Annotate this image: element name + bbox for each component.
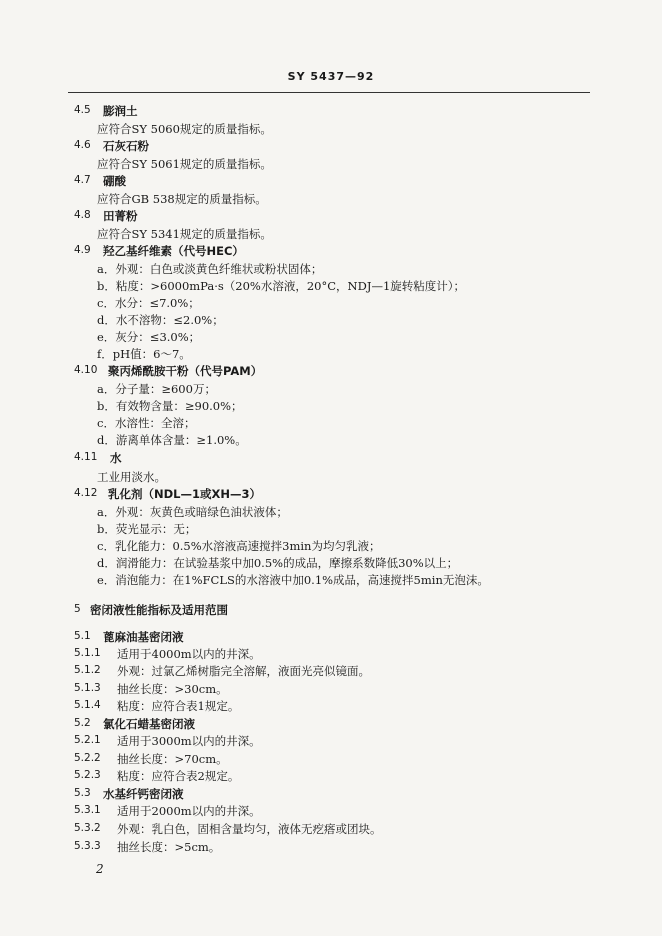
- list-item: b．荧光显示：无；: [97, 522, 197, 536]
- clause-text: 适用于3000m以内的井深。: [117, 734, 261, 748]
- clause-number: 5.2.2: [74, 752, 101, 764]
- list-item: e．灰分：≤3.0%；: [97, 330, 201, 344]
- list-item: d．水不溶物：≤2.0%；: [97, 313, 224, 327]
- clause-text: 粘度：应符合表2规定。: [117, 769, 240, 783]
- section-body: 应符合SY 5060规定的质量指标。: [97, 122, 272, 136]
- section-number: 4.6: [74, 139, 91, 151]
- list-item: d．润滑能力：在试验基浆中加0.5%的成品，摩擦系数降低30%以上；: [97, 556, 459, 570]
- section-number: 5.1: [74, 630, 91, 642]
- section-number: 5.3: [74, 787, 91, 799]
- section-title: 水基纤钙密闭液: [103, 787, 184, 801]
- section-number: 4.5: [74, 104, 91, 116]
- section-title: 密闭液性能指标及适用范围: [90, 603, 228, 617]
- section-title: 膨润土: [103, 104, 138, 118]
- section-title: 石灰石粉: [103, 139, 149, 153]
- page-number: 2: [96, 862, 104, 876]
- list-item: b．粘度：>6000mPa·s（20%水溶液，20°C，NDJ—1旋转粘度计）；: [97, 279, 466, 293]
- list-item: c．水溶性：全溶；: [97, 416, 196, 430]
- section-number: 5.2: [74, 717, 91, 729]
- section-title: 聚丙烯酰胺干粉（代号PAM）: [108, 364, 263, 378]
- section-title: 田菁粉: [103, 209, 138, 223]
- clause-number: 5.3.2: [74, 822, 101, 834]
- clause-number: 5.1.3: [74, 682, 101, 694]
- section-number: 4.8: [74, 209, 91, 221]
- section-body: 应符合SY 5341规定的质量指标。: [97, 227, 272, 241]
- list-item: b．有效物含量：≥90.0%；: [97, 399, 243, 413]
- clause-text: 适用于2000m以内的井深。: [117, 804, 261, 818]
- list-item: a．分子量：≥600万；: [97, 382, 216, 396]
- clause-number: 5.2.3: [74, 769, 101, 781]
- section-title: 羟乙基纤维素（代号HEC）: [103, 244, 244, 258]
- clause-number: 5.3.1: [74, 804, 101, 816]
- section-body: 应符合SY 5061规定的质量指标。: [97, 157, 272, 171]
- section-number: 5: [74, 603, 81, 615]
- list-item: e．消泡能力：在1%FCLS的水溶液中加0.1%成品，高速搅拌5min无泡沫。: [97, 573, 489, 587]
- section-title: 乳化剂（NDL—1或XH—3）: [108, 487, 261, 501]
- page-header: SY 5437—92: [287, 70, 375, 83]
- list-item: c．乳化能力：0.5%水溶液高速搅拌3min为均匀乳液；: [97, 539, 381, 553]
- section-number: 4.9: [74, 244, 91, 256]
- list-item: f．pH值：6～7。: [97, 347, 191, 361]
- section-body: 应符合GB 538规定的质量指标。: [97, 192, 267, 206]
- list-item: a．外观：灰黄色或暗绿色油状液体；: [97, 505, 288, 519]
- clause-number: 5.3.3: [74, 840, 101, 852]
- clause-text: 外观：乳白色，固相含量均匀，液体无疙瘩或团块。: [117, 822, 382, 836]
- section-number: 4.7: [74, 174, 91, 186]
- section-number: 4.12: [74, 487, 98, 499]
- clause-number: 5.1.1: [74, 647, 101, 659]
- section-number: 4.11: [74, 451, 98, 463]
- list-item: c．水分：≤7.0%；: [97, 296, 200, 310]
- clause-text: 抽丝长度：>5cm。: [117, 840, 221, 854]
- clause-text: 抽丝长度：>30cm。: [117, 682, 228, 696]
- header-rule: [68, 92, 590, 93]
- section-title: 蓖麻油基密闭液: [103, 630, 184, 644]
- section-number: 4.10: [74, 364, 98, 376]
- list-item: d．游离单体含量：≥1.0%。: [97, 433, 247, 447]
- clause-number: 5.1.4: [74, 699, 101, 711]
- section-title: 水: [110, 451, 122, 465]
- list-item: a．外观：白色或淡黄色纤维状或粉状固体；: [97, 262, 323, 276]
- section-body: 工业用淡水。: [97, 470, 166, 484]
- clause-text: 外观：过氯乙烯树脂完全溶解，液面光亮似镜面。: [117, 664, 370, 678]
- clause-text: 适用于4000m以内的井深。: [117, 647, 261, 661]
- clause-text: 粘度：应符合表1规定。: [117, 699, 240, 713]
- clause-number: 5.1.2: [74, 664, 101, 676]
- clause-number: 5.2.1: [74, 734, 101, 746]
- clause-text: 抽丝长度：>70cm。: [117, 752, 228, 766]
- section-title: 硼酸: [103, 174, 126, 188]
- section-title: 氯化石蜡基密闭液: [103, 717, 195, 731]
